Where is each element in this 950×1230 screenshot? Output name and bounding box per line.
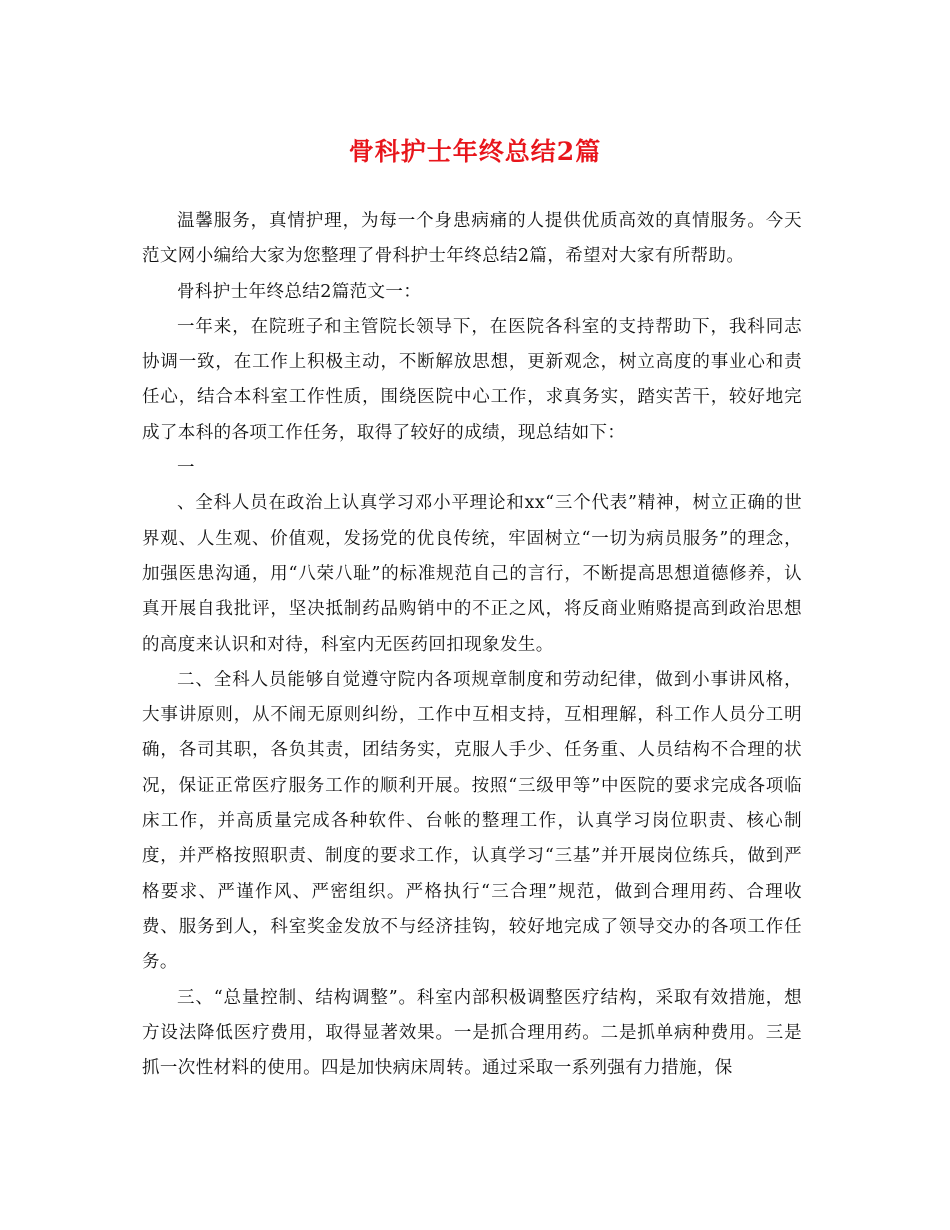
paragraph-numeral-one: 一 [177, 458, 195, 479]
paragraph-point-two: 二、全科人员能够自觉遵守院内各项规章制度和劳动纪律，做到小事讲风格，大事讲原则，从不闹无原则纠纷，工作中互相支持，互相理解，科工作人员分工明确，各司其职，各负其责，团结务实，克服人手少、任务重、人员结构不合理的状况，保证正常医疗服务工作的顺利开展。按照“三级甲等”中医院的要求完成各项临床工作，并高质量完成各种软件、台帐的整理工作，认真学习岗位职责、核心制度，并严格按照职责、制度的要求工作，认真学习“三基”并开展岗位练兵，做到严格要求、严谨作风、严密组织。严格执行“三合理”规范，做到合理用药、合理收费、服务到人，科室奖金发放不与经济挂钩，较好地完成了领导交办的各项工作任务。 [142, 669, 802, 973]
paragraph-intro: 温馨服务，真情护理，为每一个身患病痛的人提供优质高效的真情服务。今天范文网小编给大家为您整理了骨科护士年终总结2篇，希望对大家有所帮助。 [142, 211, 802, 267]
paragraph-point-one: 、全科人员在政治上认真学习邓小平理论和xx“三个代表”精神，树立正确的世界观、人生观、价值观，发扬党的优良传统，牢固树立“一切为病员服务”的理念，加强医患沟通，用“八荣八耻”的标准规范自己的言行，不断提高思想道德修养，认真开展自我批评，坚决抵制药品购销中的不正之风，将反商业贿赂提高到政治思想的高度来认识和对待，科室内无医药回扣现象发生。 [142, 493, 802, 655]
paragraph-section-heading: 骨科护士年终总结2篇范文一： [177, 281, 422, 302]
document-title: 骨科护士年终总结2篇 [348, 137, 602, 166]
paragraph-point-three: 三、“总量控制、结构调整”。科室内部积极调整医疗结构，采取有效措施，想方设法降低医疗费用，取得显著效果。一是抓合理用药。二是抓单病种费用。三是抓一次性材料的使用。四是加快病床周转。通过采取一系列强有力措施，保 [142, 987, 802, 1079]
document-body [142, 204, 802, 1086]
paragraph-overview: 一年来，在院班子和主管院长领导下，在医院各科室的支持帮助下，我科同志协调一致，在工作上积极主动，不断解放思想，更新观念，树立高度的事业心和责任心，结合本科室工作性质，围绕医院中心工作，求真务实，踏实苦干，较好地完成了本科的各项工作任务，取得了较好的成绩，现总结如下： [142, 316, 802, 443]
